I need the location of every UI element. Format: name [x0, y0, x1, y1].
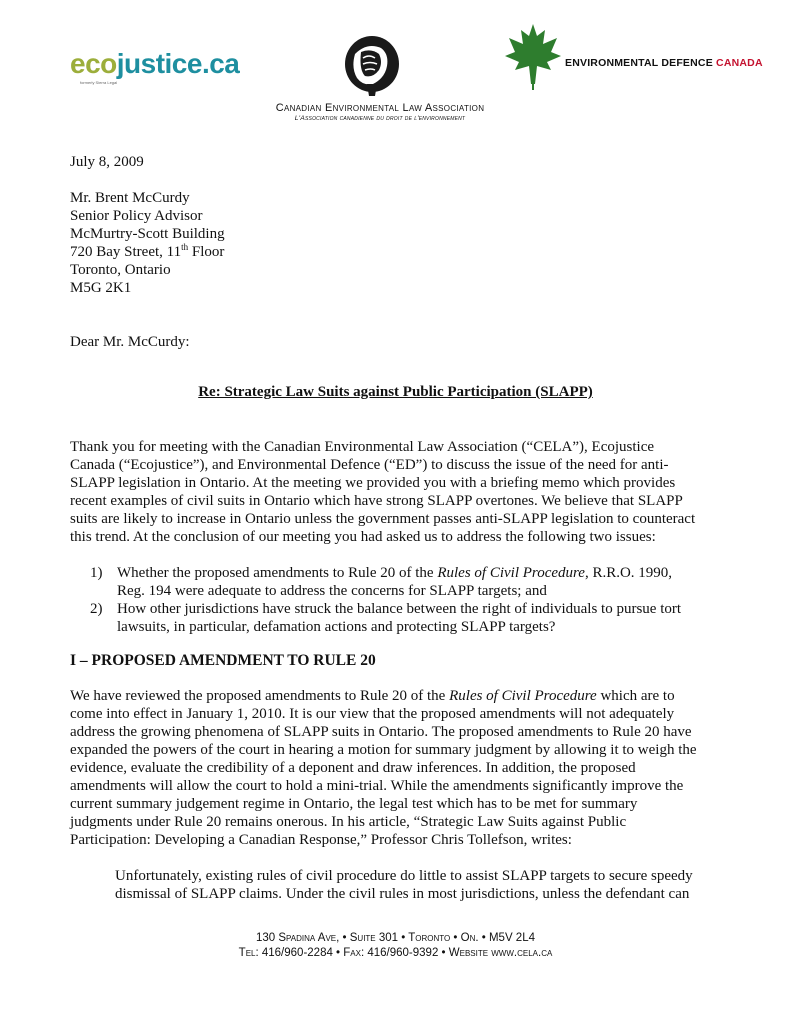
issue-line: Reg. 194 were adequate to address the concerns for SLAPP targets; and [117, 583, 547, 599]
section-para-line: current summary judgement regime in Ontario, the legal test which has to be met for summary [70, 796, 638, 812]
ecojustice-logo [70, 48, 239, 80]
issue-line [117, 564, 672, 582]
para-text: We have reviewed the proposed amendments to Rule 20 of the [70, 688, 450, 704]
cela-name-french: L'Association canadienne du droit de l'environnement [294, 115, 466, 122]
intro-line: suits are likely to increase in Ontario unless the government passes anti-SLAPP legislation to counteract [70, 511, 696, 527]
quote-line: Unfortunately, existing rules of civil procedure do little to assist SLAPP targets to secure speedy [115, 868, 693, 884]
section-para-line: Participation: Developing a Canadian Response,” Professor Chris Tollefson, writes: [70, 832, 572, 848]
section-para-line: amendments will allow the court to hold a mini-trial. While the amendments significantly improve the [70, 778, 684, 794]
footer-address: 130 Spadina Ave, • Suite 301 • Toronto • On. • M5V 2L4 [255, 932, 535, 944]
recipient-name: Mr. Brent McCurdy [70, 190, 190, 206]
ecojustice-logo-part1: eco [70, 48, 117, 79]
intro-line: SLAPP legislation in Ontario. At the meeting we provided you with a briefing memo which provides [70, 475, 676, 491]
issue-italic: Rules of Civil Procedure [437, 565, 585, 581]
cela-emblem-icon [337, 34, 407, 98]
edc-logo-part2: CANADA [716, 57, 763, 69]
recipient-building: McMurtry-Scott Building [70, 226, 225, 242]
ecojustice-logo-subtitle: formerly Sierra Legal [80, 80, 118, 85]
section-para-line [70, 687, 675, 705]
intro-line: recent examples of civil suits in Ontario which have strong SLAPP overtones. We believe that SLAPP [70, 493, 683, 509]
issue-text: Whether the proposed amendments to Rule 20 of the [117, 565, 438, 581]
section-heading: I – PROPOSED AMENDMENT TO RULE 20 [70, 652, 376, 669]
section-para-line: come into effect in January 1, 2010. It is our view that the proposed amendments will not adequately [70, 706, 675, 722]
section-para-line: address the growing phenomena of SLAPP suits in Ontario. The proposed amendments to Rule 20 have [70, 724, 692, 740]
section-para-line: expanded the powers of the court in hearing a motion for summary judgment by allowing it to weigh the [70, 742, 697, 758]
issue-number: 2) [90, 601, 103, 617]
intro-line: Thank you for meeting with the Canadian Environmental Law Association (“CELA”), Ecojustice [70, 439, 655, 455]
section-para-line: judgments under Rule 20 remains onerous. In his article, “Strategic Law Suits against Public [70, 814, 627, 830]
footer-contact: Tel: 416/960-2284 • Fax: 416/960-9392 • Website www.cela.ca [238, 947, 553, 959]
salutation: Dear Mr. McCurdy: [70, 334, 190, 350]
quote-line: dismissal of SLAPP claims. Under the civil rules in most jurisdictions, unless the defendant can [115, 886, 690, 902]
letter-date: July 8, 2009 [70, 154, 144, 170]
re-heading: Re: Strategic Law Suits against Public Participation (SLAPP) [198, 384, 593, 400]
issue-line: lawsuits, in particular, defamation actions and protecting SLAPP targets? [117, 619, 556, 635]
recipient-city: Toronto, Ontario [70, 262, 171, 278]
environmental-defence-logo [565, 57, 763, 69]
street-superscript: th [181, 242, 189, 252]
issue-line: How other jurisdictions have struck the balance between the right of individuals to pursue tort [117, 601, 682, 617]
issue-number: 1) [90, 565, 103, 581]
cela-name: Canadian Environmental Law Association [275, 102, 485, 114]
section-para-line: evidence, evaluate the credibility of a deponent and draw inferences. In addition, the proposed [70, 760, 636, 776]
recipient-title: Senior Policy Advisor [70, 208, 203, 224]
street-floor: Floor [188, 244, 225, 260]
street-text: 720 Bay Street, 11 [70, 244, 182, 260]
ecojustice-logo-part2: justice.ca [116, 48, 240, 79]
para-text: which are to [596, 688, 675, 704]
edc-logo-part1: ENVIRONMENTAL DEFENCE [565, 57, 717, 69]
recipient-street [70, 243, 224, 261]
para-italic: Rules of Civil Procedure [449, 688, 597, 704]
intro-line: Canada (“Ecojustice”), and Environmental Defence (“ED”) to discuss the issue of the need for anti- [70, 457, 669, 473]
recipient-postal: M5G 2K1 [70, 280, 132, 296]
maple-leaf-icon [503, 22, 563, 92]
issue-text: , R.R.O. 1990, [584, 565, 673, 581]
intro-line: this trend. At the conclusion of our meeting you had asked us to address the following two issues: [70, 529, 656, 545]
